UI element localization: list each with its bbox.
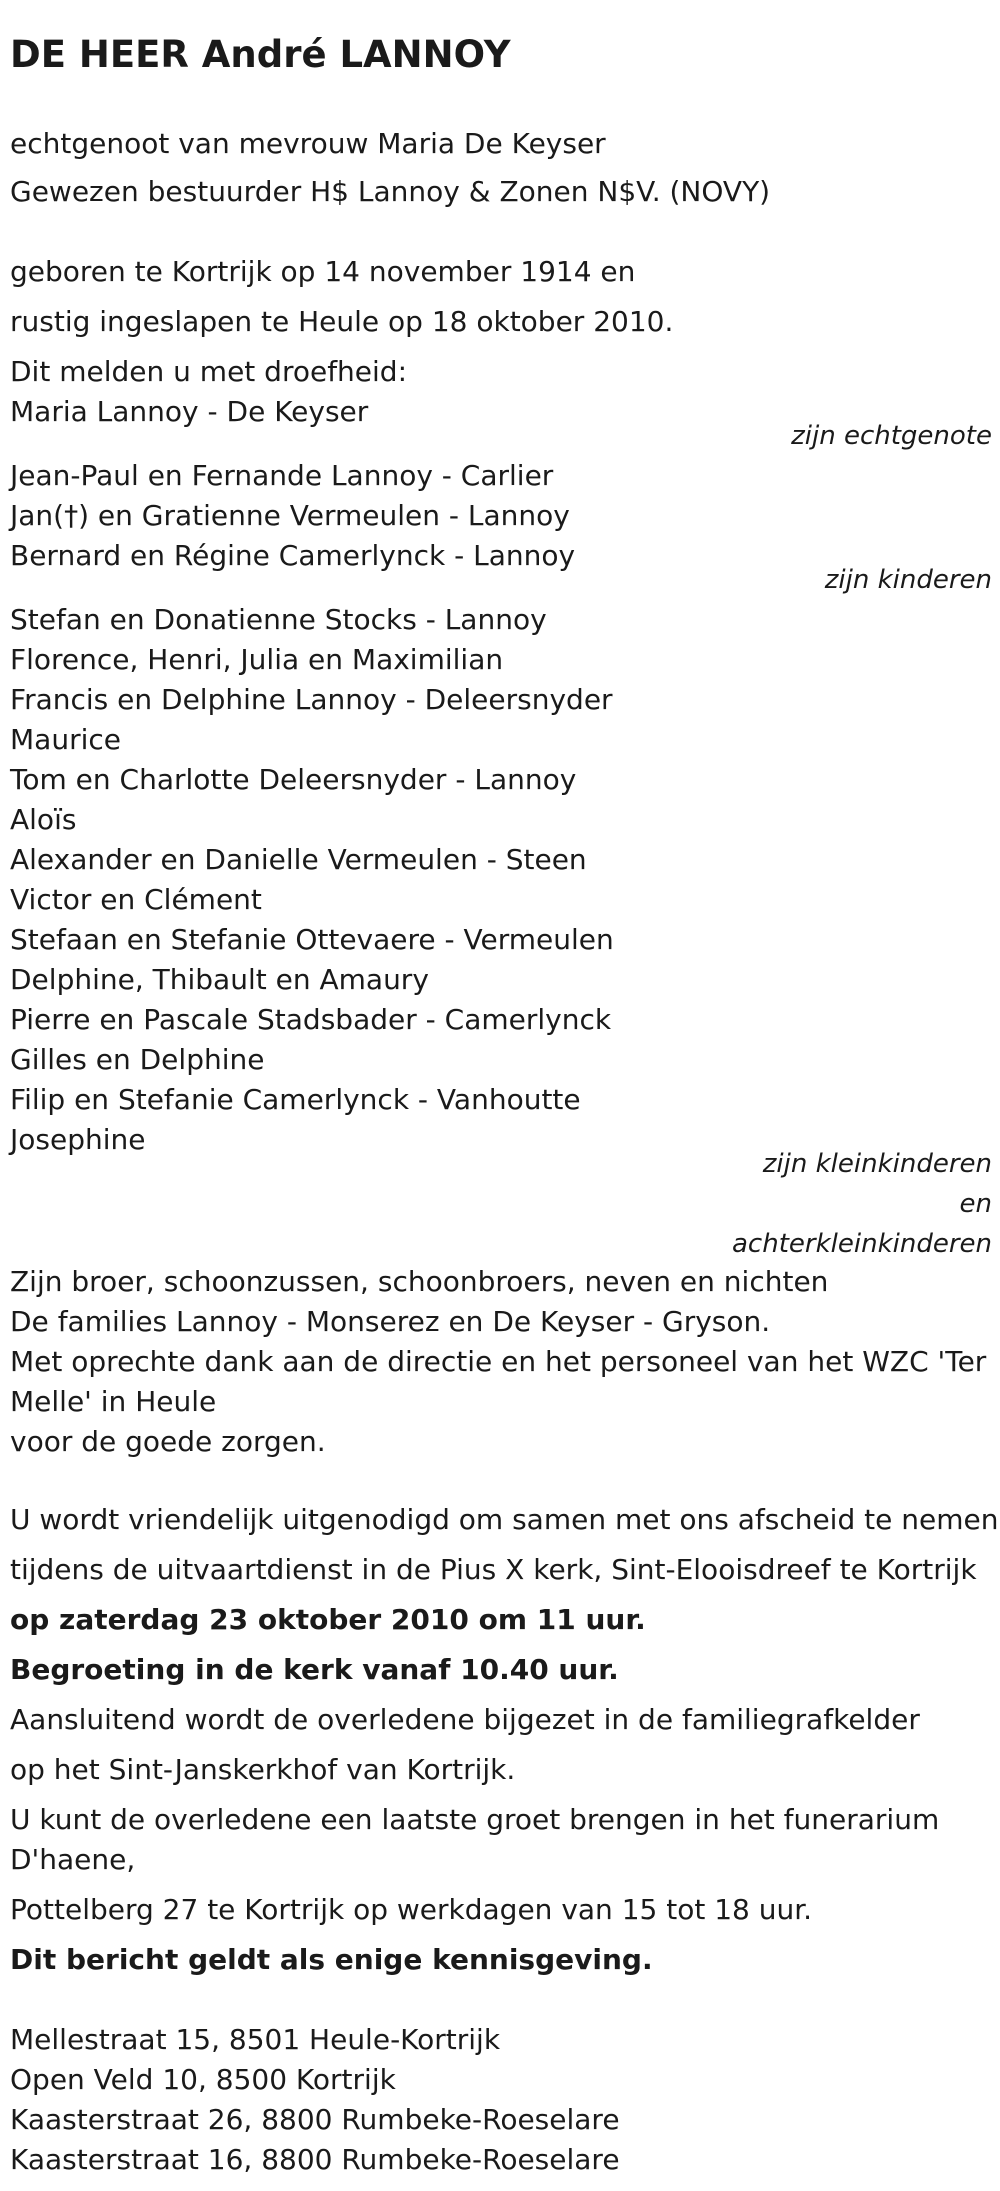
grandchild-name: Josephine: [10, 1123, 146, 1156]
family-line: voor de goede zorgen.: [10, 1425, 326, 1458]
function-line: Gewezen bestuurder H$ Lannoy & Zonen N$V. (NOVY): [10, 175, 771, 208]
grandchild-name: Francis en Delphine Lannoy - Deleersnyder: [10, 683, 613, 716]
child-name: Bernard en Régine Camerlynck - Lannoy: [10, 539, 576, 572]
notice-line: Dit bericht geldt als enige kennisgeving.: [10, 1943, 653, 1976]
grandchild-name: Pierre en Pascale Stadsbader - Camerlynck: [10, 1003, 612, 1036]
address-line: Mellestraat 15, 8501 Heule-Kortrijk: [10, 2023, 501, 2056]
grandchild-name: Stefaan en Stefanie Ottevaere - Vermeulen: [10, 923, 614, 956]
service-date: op zaterdag 23 oktober 2010 om 11 uur.: [10, 1603, 646, 1636]
child-name: Jan(†) en Gratienne Vermeulen - Lannoy: [10, 499, 570, 532]
spouse-line: echtgenoot van mevrouw Maria De Keyser: [10, 127, 606, 160]
grandchild-name: Victor en Clément: [10, 883, 262, 916]
grandchild-name: Filip en Stefanie Camerlynck - Vanhoutte: [10, 1083, 581, 1116]
address-line: Open Veld 10, 8500 Kortrijk: [10, 2063, 396, 2096]
grandchild-name: Maurice: [10, 723, 121, 756]
intro-line: Dit melden u met droefheid:: [10, 355, 408, 388]
burial-line: Pottelberg 27 te Kortrijk op werkdagen van 15 tot 18 uur.: [10, 1893, 813, 1926]
grandchild-name: Gilles en Delphine: [10, 1043, 265, 1076]
burial-line: Aansluitend wordt de overledene bijgezet in de familiegrafkelder: [10, 1703, 920, 1736]
burial-line: D'haene,: [10, 1843, 136, 1876]
grandchildren-role: zijn kleinkinderen: [762, 1149, 992, 1179]
deceased-title: DE HEER André LANNOY: [10, 33, 511, 76]
wife-name: Maria Lannoy - De Keyser: [10, 395, 369, 428]
burial-line: op het Sint-Janskerkhof van Kortrijk.: [10, 1753, 516, 1786]
grandchildren-role: en: [959, 1189, 992, 1219]
grandchild-name: Tom en Charlotte Deleersnyder - Lannoy: [10, 763, 577, 796]
wife-role: zijn echtgenote: [791, 421, 992, 451]
burial-line: U kunt de overledene een laatste groet brengen in het funerarium: [10, 1803, 940, 1836]
invitation-line: U wordt vriendelijk uitgenodigd om samen met ons afscheid te nemen: [10, 1503, 999, 1536]
child-name: Jean-Paul en Fernande Lannoy - Carlier: [10, 459, 554, 492]
address-line: Kaasterstraat 26, 8800 Rumbeke-Roeselare: [10, 2103, 620, 2136]
grandchild-name: Stefan en Donatienne Stocks - Lannoy: [10, 603, 547, 636]
family-line: Melle' in Heule: [10, 1385, 217, 1418]
greeting-time: Begroeting in de kerk vanaf 10.40 uur.: [10, 1653, 619, 1686]
grandchild-name: Delphine, Thibault en Amaury: [10, 963, 429, 996]
grandchild-name: Aloïs: [10, 803, 77, 836]
grandchild-name: Alexander en Danielle Vermeulen - Steen: [10, 843, 587, 876]
family-line: De families Lannoy - Monserez en De Keyser - Gryson.: [10, 1305, 771, 1338]
grandchildren-role: achterkleinkinderen: [732, 1229, 992, 1259]
death-line: rustig ingeslapen te Heule op 18 oktober 2010.: [10, 305, 674, 338]
grandchild-name: Florence, Henri, Julia en Maximilian: [10, 643, 504, 676]
address-line: Kaasterstraat 16, 8800 Rumbeke-Roeselare: [10, 2143, 620, 2176]
family-line: Met oprechte dank aan de directie en het personeel van het WZC 'Ter: [10, 1345, 987, 1378]
invitation-line: tijdens de uitvaartdienst in de Pius X kerk, Sint-Elooisdreef te Kortrijk: [10, 1553, 977, 1586]
children-role: zijn kinderen: [824, 565, 992, 595]
birth-line: geboren te Kortrijk op 14 november 1914 en: [10, 255, 636, 288]
family-line: Zijn broer, schoonzussen, schoonbroers, neven en nichten: [10, 1265, 829, 1298]
